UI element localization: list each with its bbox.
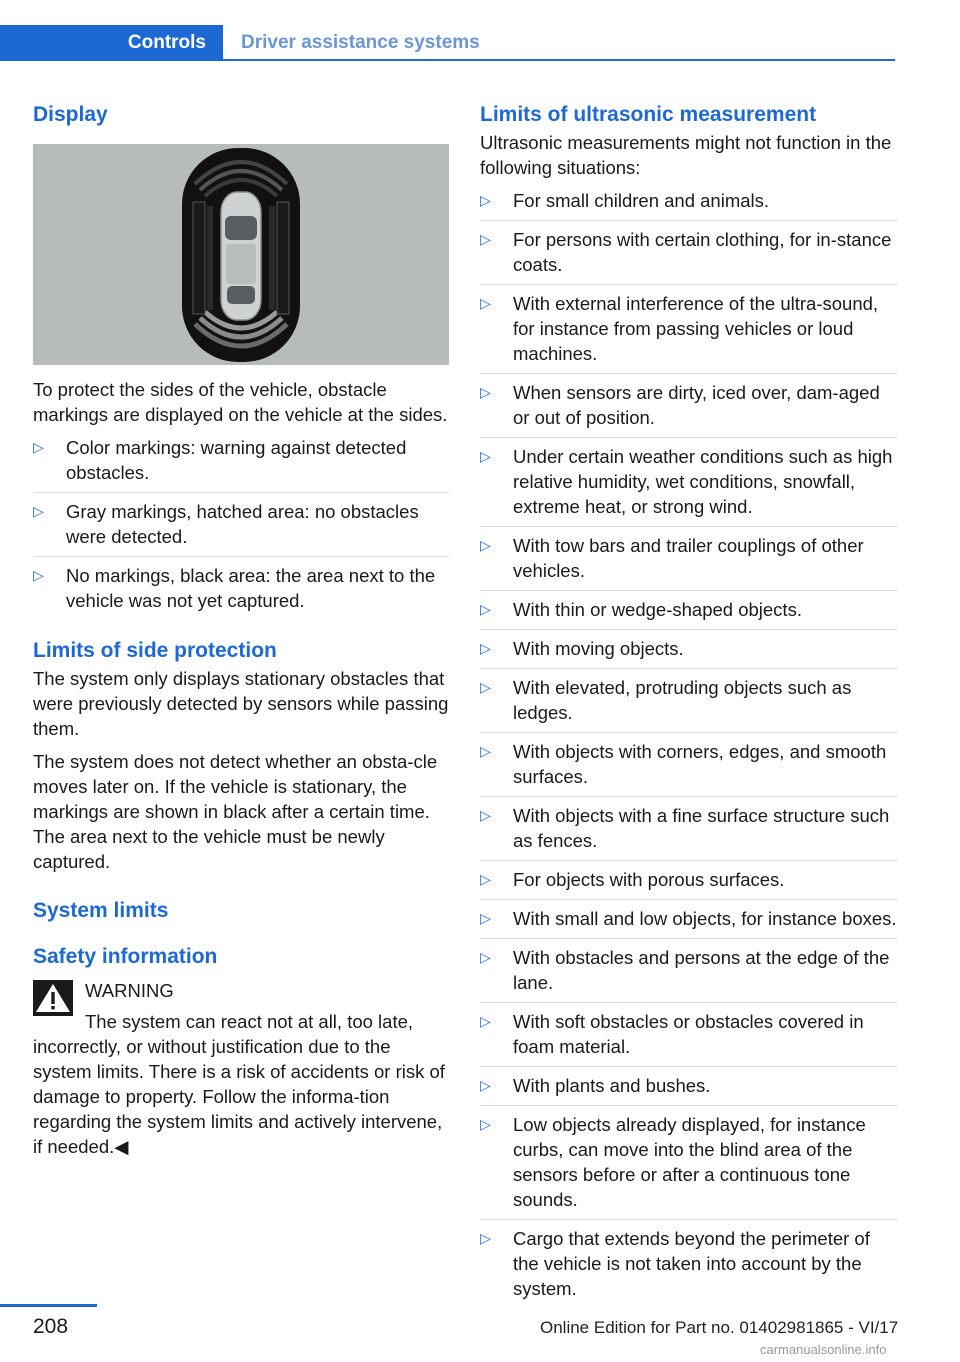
bullet-icon: ▷ bbox=[480, 679, 491, 695]
section-title: Driver assistance systems bbox=[241, 32, 480, 53]
limits-side-heading: Limits of side protection bbox=[33, 639, 277, 662]
watermark: carmanualsonline.info bbox=[760, 1342, 887, 1357]
tab-controls-label: Controls bbox=[127, 32, 206, 53]
list-item: ▷ With small and low objects, for instance boxes. bbox=[480, 908, 897, 929]
parking-display-graphic bbox=[33, 144, 449, 365]
list-item: ▷ With tow bars and trailer couplings of other vehicles. bbox=[480, 535, 864, 581]
warning-title: WARNING bbox=[85, 980, 174, 1001]
system-limits-heading: System limits bbox=[33, 899, 169, 922]
tab-controls bbox=[0, 25, 223, 61]
list-item: ▷ Color markings: warning against detected obstacles. bbox=[33, 437, 407, 483]
warning-triangle-icon bbox=[33, 980, 73, 1016]
bullet-icon: ▷ bbox=[480, 1013, 491, 1029]
bullet-icon: ▷ bbox=[480, 1077, 491, 1093]
display-paragraph: To protect the sides of the vehicle, obstacle markings are displayed on the vehicle at the sides. bbox=[33, 379, 448, 425]
footer-rule bbox=[0, 1304, 97, 1307]
bullet-icon: ▷ bbox=[480, 537, 491, 553]
list-item: ▷ With external interference of the ultra‐sound, for instance from passing vehicles or loud machines. bbox=[480, 293, 879, 364]
bullet-icon: ▷ bbox=[480, 949, 491, 965]
list-item: ▷ With soft obstacles or obstacles covered in foam material. bbox=[480, 1011, 864, 1057]
left-column bbox=[33, 100, 449, 1159]
bullet-icon: ▷ bbox=[480, 640, 491, 656]
page-number: 208 bbox=[33, 1315, 69, 1338]
safety-heading: Safety information bbox=[33, 945, 218, 968]
list-item: ▷ Gray markings, hatched area: no obstacles were detected. bbox=[33, 501, 419, 547]
bullet-icon: ▷ bbox=[480, 910, 491, 926]
limits-paragraph-1: The system only displays stationary obstacles that were previously detected by sensors while passing them. bbox=[33, 668, 449, 739]
list-item: ▷ When sensors are dirty, iced over, dam‐aged or out of position. bbox=[480, 382, 880, 428]
list-item: ▷ With thin or wedge-shaped objects. bbox=[480, 599, 802, 620]
right-column bbox=[480, 100, 898, 1308]
list-item: ▷ With plants and bushes. bbox=[480, 1075, 711, 1096]
bullet-icon: ▷ bbox=[33, 503, 44, 519]
display-list bbox=[33, 435, 449, 620]
warning-text: The system can react not at all, too late, incorrectly, or without justification due to the system limits. There is a risk of accidents or risk of damage to property. Follow the informa‐tion regarding the system limits and actively intervene, if needed.◀ bbox=[33, 1011, 445, 1157]
list-item: ▷ With obstacles and persons at the edge of the lane. bbox=[480, 947, 890, 993]
list-item: ▷ For objects with porous surfaces. bbox=[480, 869, 785, 890]
list-item: ▷ Low objects already displayed, for instance curbs, can move into the blind area of the sensors before or after a continuous tone sounds. bbox=[480, 1114, 866, 1210]
list-item: ▷ With objects with corners, edges, and smooth surfaces. bbox=[480, 741, 887, 787]
list-item: ▷ With objects with a fine surface structure such as fences. bbox=[480, 805, 890, 851]
bullet-icon: ▷ bbox=[480, 807, 491, 823]
list-item: ▷ No markings, black area: the area next to the vehicle was not yet captured. bbox=[33, 565, 436, 611]
ultrasonic-heading: Limits of ultrasonic measurement bbox=[480, 103, 817, 126]
list-item: ▷ Cargo that extends beyond the perimeter of the vehicle is not taken into account by the system. bbox=[480, 1228, 870, 1299]
bullet-icon: ▷ bbox=[33, 439, 44, 455]
bullet-icon: ▷ bbox=[480, 1230, 491, 1246]
list-item: ▷ For persons with certain clothing, for in‐stance coats. bbox=[480, 229, 892, 275]
bullet-icon: ▷ bbox=[480, 295, 491, 311]
bullet-icon: ▷ bbox=[480, 384, 491, 400]
page-header bbox=[0, 25, 895, 61]
list-item: ▷ With elevated, protruding objects such as ledges. bbox=[480, 677, 852, 723]
bullet-icon: ▷ bbox=[480, 871, 491, 887]
bullet-icon: ▷ bbox=[480, 601, 491, 617]
header-rule bbox=[223, 59, 895, 61]
list-item: ▷ With moving objects. bbox=[480, 638, 684, 659]
bullet-icon: ▷ bbox=[480, 1116, 491, 1132]
display-heading: Display bbox=[33, 103, 108, 126]
edition-text: Online Edition for Part no. 01402981865 - VI/17 bbox=[540, 1318, 899, 1337]
parking-display-image bbox=[33, 144, 449, 365]
ultrasonic-list bbox=[480, 188, 898, 1308]
bullet-icon: ▷ bbox=[480, 192, 491, 208]
bullet-icon: ▷ bbox=[480, 231, 491, 247]
list-item: ▷ For small children and animals. bbox=[480, 190, 770, 211]
bullet-icon: ▷ bbox=[480, 743, 491, 759]
warning-block bbox=[33, 978, 449, 1159]
bullet-icon: ▷ bbox=[480, 448, 491, 464]
list-item: ▷ Under certain weather conditions such as high relative humidity, wet conditions, snowfall, extreme heat, or strong wind. bbox=[480, 446, 893, 517]
bullet-icon: ▷ bbox=[33, 567, 44, 583]
ultrasonic-paragraph: Ultrasonic measurements might not function in the following situations: bbox=[480, 132, 892, 178]
limits-paragraph-2: The system does not detect whether an obsta‐cle moves later on. If the vehicle is stationary, the markings are shown in black after a certain time. The area next to the vehicle must be newly captured. bbox=[33, 751, 438, 872]
